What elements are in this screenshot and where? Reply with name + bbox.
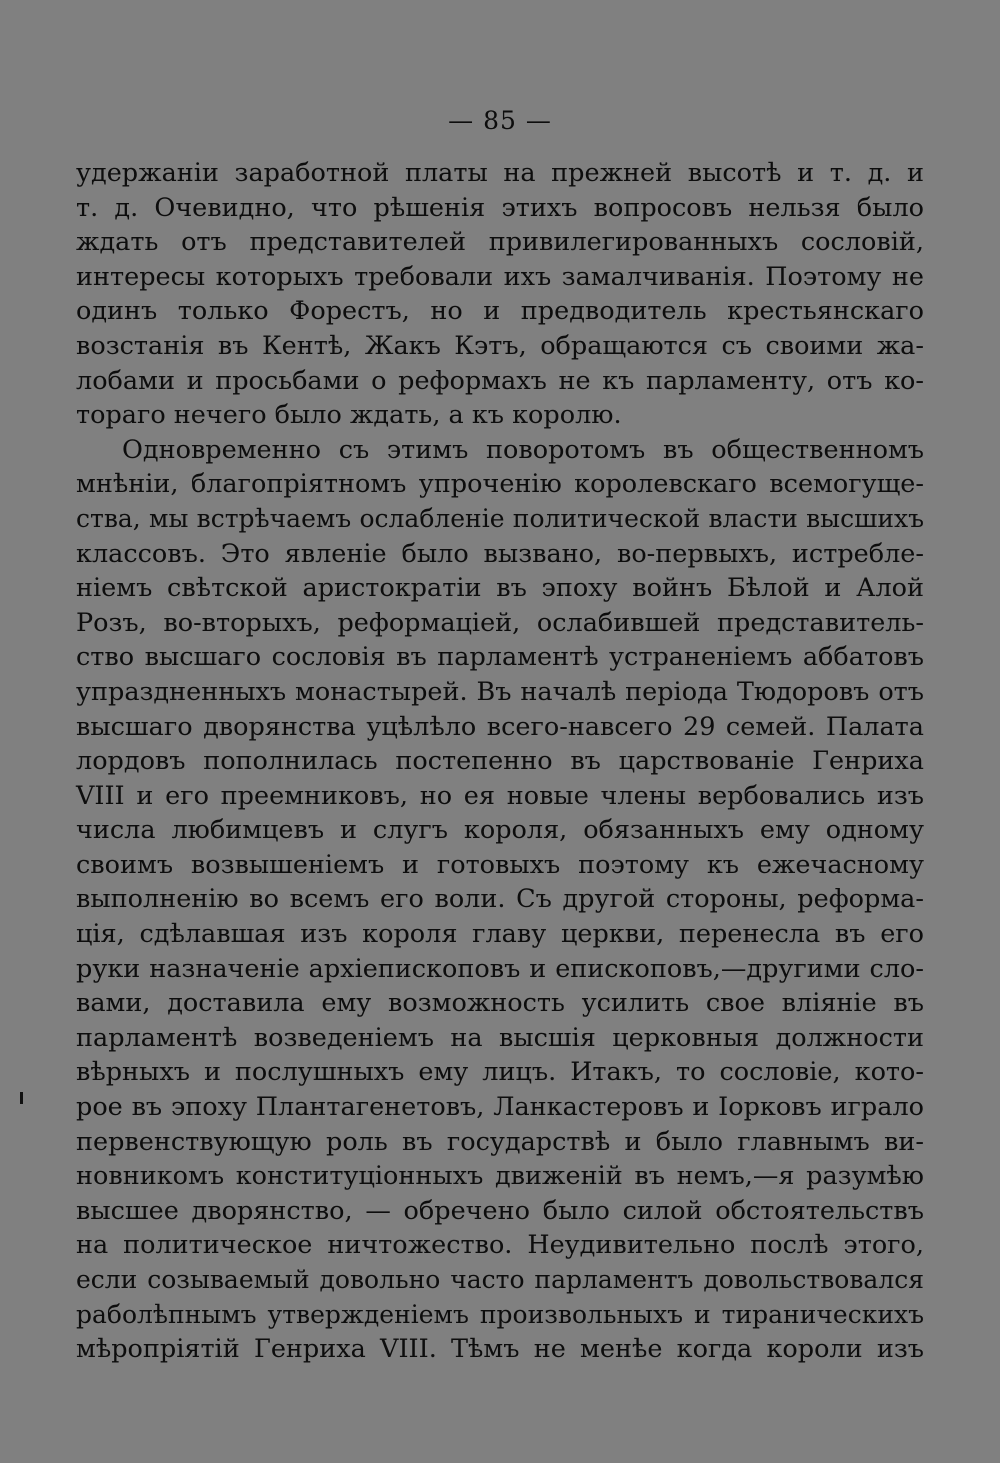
text-line: числа любимцевъ и слугъ короля, обязанныхъ ему одному <box>76 815 924 846</box>
text-line: вѣрныхъ и послушныхъ ему лицъ. Итакъ, то сословіе, кото- <box>76 1057 924 1088</box>
text-line: высшее дворянство, — обречено было силой обстоятельствъ <box>76 1195 924 1226</box>
text-line: мѣропріятій Генриха VIII. Тѣмъ не менѣе когда короли изъ <box>76 1334 924 1365</box>
text-line: мнѣніи, благопріятномъ упроченію королевскаго всемогуще- <box>76 469 924 500</box>
text-line: своимъ возвышеніемъ и готовыхъ поэтому къ ежечасному <box>76 849 924 880</box>
text-line: вами, доставила ему возможность усилить свое вліяніе въ <box>76 988 924 1019</box>
text-line: тораго нечего было ждать, а къ королю. <box>76 400 622 431</box>
text-line: возстанія въ Кентѣ, Жакъ Кэтъ, обращаются съ своими жа- <box>76 330 924 361</box>
text-line: Розъ, во-вторыхъ, реформаціей, ослабившей представитель- <box>76 607 924 638</box>
text-line: руки назначеніе архіепископовъ и епископовъ,—другими сло- <box>76 953 924 984</box>
text-line: удержанiи заработной платы на прежней высотѣ и т. д. и <box>76 158 924 188</box>
text-line: VIII и его преемниковъ, но ея новые члены вербовались изъ <box>76 780 924 811</box>
text-line: интересы которыхъ требовали ихъ замалчиванія. Поэтому не <box>76 261 924 292</box>
text-line: выполненію во всемъ его воли. Съ другой стороны, реформа- <box>76 884 924 915</box>
text-line: ждать отъ представителей привилегированныхъ сословій, <box>76 227 924 258</box>
body-text <box>76 156 924 1367</box>
text-line: классовъ. Это явленіе было вызвано, во-первыхъ, истребле- <box>76 538 924 569</box>
text-line: лобами и просьбами о реформахъ не къ парламенту, отъ ко- <box>76 365 924 396</box>
text-line: упраздненныхъ монастырей. Въ началѣ періода Тюдоровъ отъ <box>76 676 924 707</box>
text-line: ція, сдѣлавшая изъ короля главу церкви, перенесла въ его <box>76 919 924 950</box>
paragraph-2 <box>76 433 924 1367</box>
text-line: т. д. Очевидно, что рѣшенія этихъ вопросовъ нельзя было <box>76 192 924 223</box>
text-line: парламентѣ возведеніемъ на высшія церковныя должности <box>76 1022 924 1053</box>
text-line: ніемъ свѣтской аристократіи въ эпоху войнъ Бѣлой и Алой <box>76 573 924 604</box>
text-line: Одновременно съ этимъ поворотомъ въ общественномъ <box>122 434 924 465</box>
text-line: новникомъ конституціонныхъ движеній въ немъ,—я разумѣю <box>76 1161 924 1192</box>
paragraph-1 <box>76 156 924 433</box>
text-line: рое въ эпоху Плантагенетовъ, Ланкастеровъ и Іорковъ играло <box>76 1092 924 1123</box>
text-line: лордовъ пополнилась постепенно въ царствованіе Генриха <box>76 746 924 777</box>
text-line: первенствующую роль въ государствѣ и было главнымъ ви- <box>76 1126 924 1157</box>
text-line: высшаго дворянства уцѣлѣло всего-навсего 29 семей. Палата <box>76 711 924 742</box>
text-line: раболѣпнымъ утвержденіемъ произвольныхъ и тираническихъ <box>76 1299 924 1329</box>
margin-mark <box>20 1092 23 1104</box>
page-number: — 85 — <box>448 106 552 135</box>
text-line: ство высшаго сословія въ парламентѣ устраненіемъ аббатовъ <box>76 642 924 673</box>
text-line: одинъ только Форестъ, но и предводитель крестьянскаго <box>76 296 924 327</box>
text-line: ства, мы встрѣчаемъ ослабленіе политической власти высшихъ <box>76 503 924 533</box>
text-line: если созываемый довольно часто парламентъ довольствовался <box>76 1265 924 1294</box>
text-line: на политическое ничтожество. Неудивительно послѣ этого, <box>76 1230 924 1261</box>
